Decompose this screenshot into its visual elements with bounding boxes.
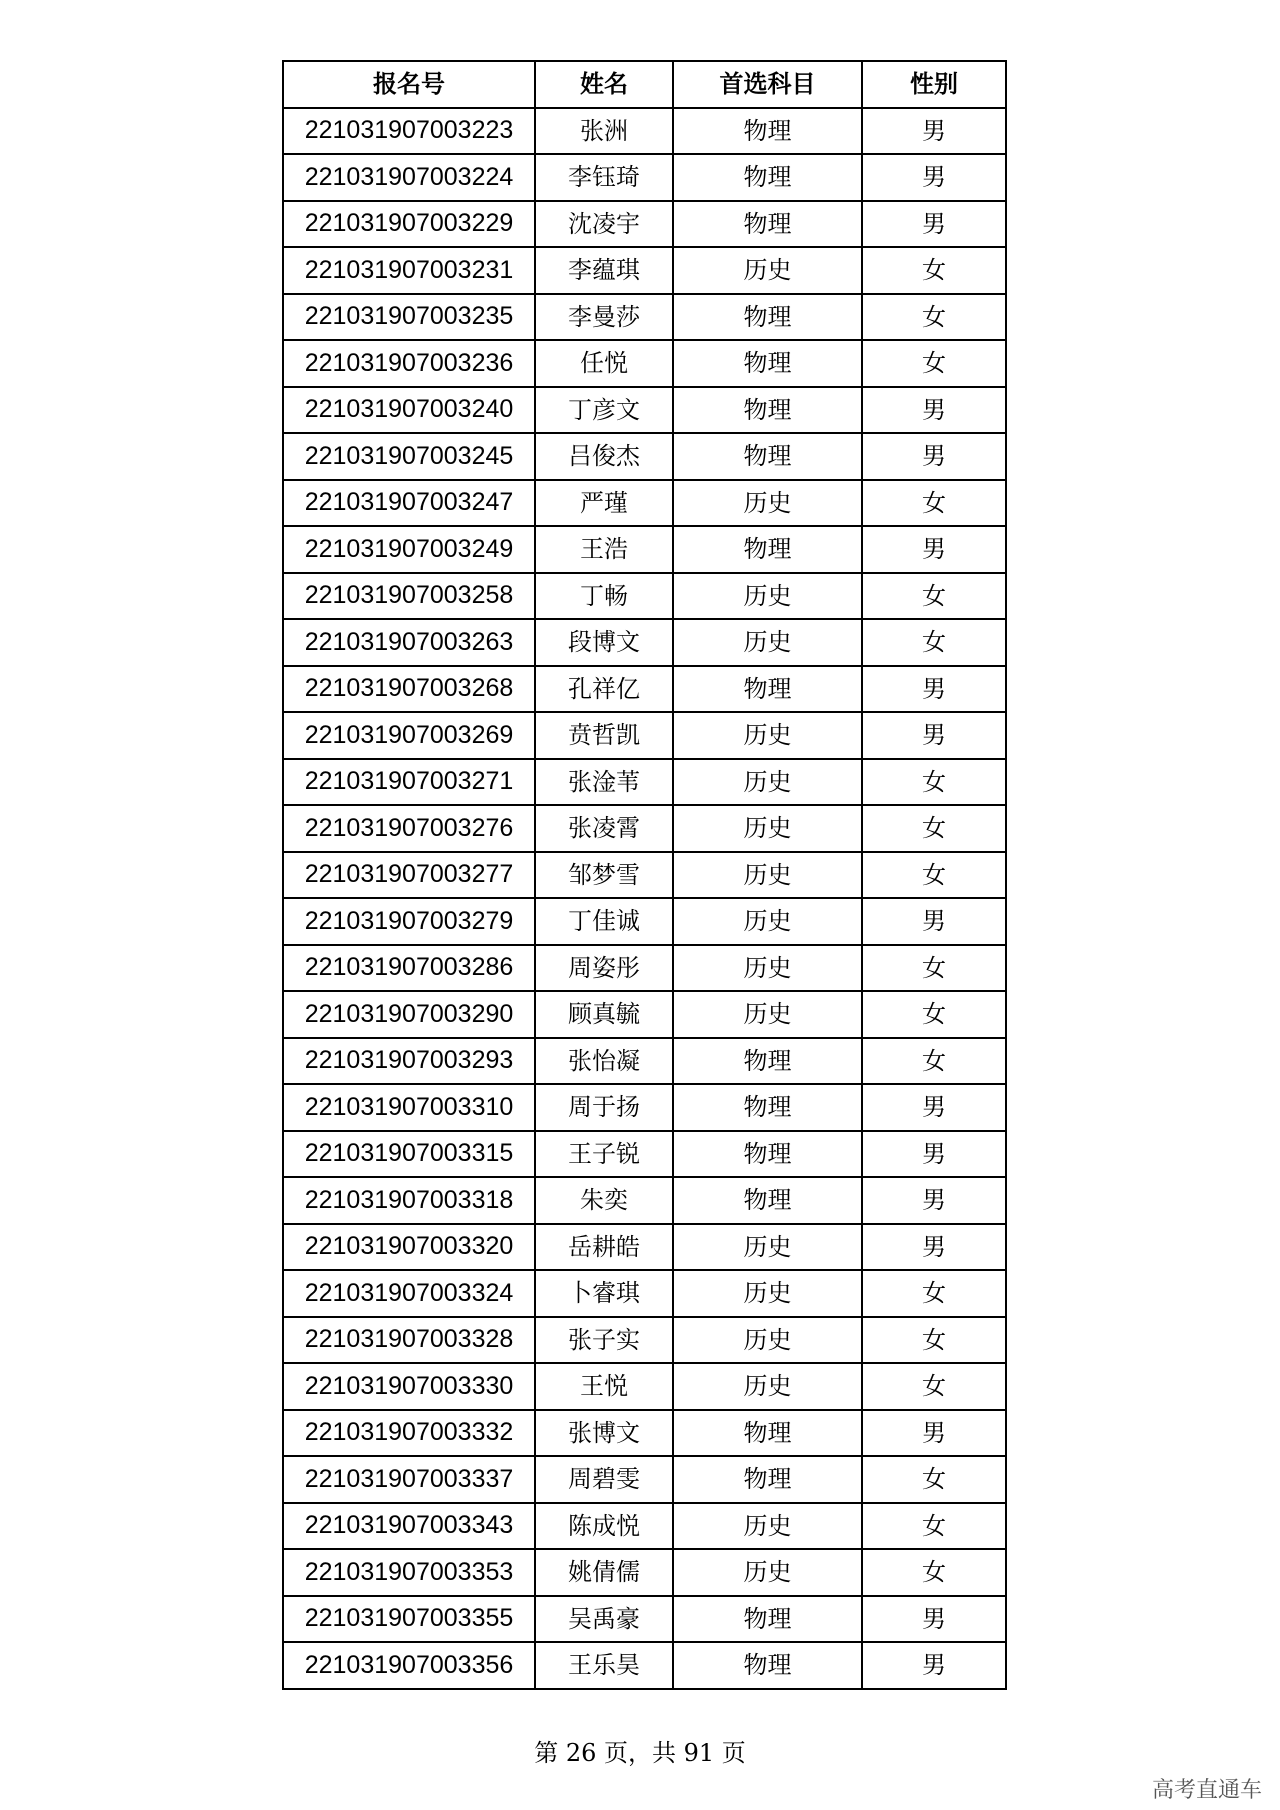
- cell-gender: 女: [862, 573, 1006, 620]
- cell-gender: 女: [862, 1363, 1006, 1410]
- cell-first-subject: 历史: [673, 898, 862, 945]
- table-row: [283, 1084, 1006, 1131]
- table-row: [283, 712, 1006, 759]
- page-number: 第 26 页，共 91 页: [534, 1739, 746, 1767]
- cell-registration-number: 221031907003356: [283, 1642, 535, 1689]
- roster-table: [282, 60, 1007, 1690]
- table-row: [283, 1456, 1006, 1503]
- cell-name: 丁畅: [535, 573, 673, 620]
- cell-registration-number: 221031907003328: [283, 1317, 535, 1364]
- cell-first-subject: 历史: [673, 805, 862, 852]
- table-row: [283, 1038, 1006, 1085]
- cell-first-subject: 物理: [673, 294, 862, 341]
- cell-registration-number: 221031907003231: [283, 247, 535, 294]
- cell-gender: 女: [862, 619, 1006, 666]
- cell-gender: 女: [862, 805, 1006, 852]
- cell-gender: 女: [862, 480, 1006, 527]
- cell-first-subject: 历史: [673, 1224, 862, 1271]
- cell-name: 朱奕: [535, 1177, 673, 1224]
- table-row: [283, 387, 1006, 434]
- cell-gender: 女: [862, 1317, 1006, 1364]
- cell-registration-number: 221031907003286: [283, 945, 535, 992]
- cell-name: 陈成悦: [535, 1503, 673, 1550]
- cell-name: 吴禹豪: [535, 1596, 673, 1643]
- table-row: [283, 294, 1006, 341]
- cell-first-subject: 物理: [673, 1596, 862, 1643]
- cell-gender: 女: [862, 759, 1006, 806]
- cell-gender: 女: [862, 247, 1006, 294]
- cell-registration-number: 221031907003268: [283, 666, 535, 713]
- cell-gender: 女: [862, 340, 1006, 387]
- table-row: [283, 247, 1006, 294]
- cell-registration-number: 221031907003337: [283, 1456, 535, 1503]
- cell-gender: 女: [862, 1038, 1006, 1085]
- cell-first-subject: 物理: [673, 1177, 862, 1224]
- cell-gender: 男: [862, 898, 1006, 945]
- cell-first-subject: 物理: [673, 526, 862, 573]
- cell-registration-number: 221031907003353: [283, 1549, 535, 1596]
- cell-name: 姚倩儒: [535, 1549, 673, 1596]
- table-row: [283, 1503, 1006, 1550]
- table-row: [283, 666, 1006, 713]
- cell-registration-number: 221031907003279: [283, 898, 535, 945]
- cell-registration-number: 221031907003277: [283, 852, 535, 899]
- table-row: [283, 805, 1006, 852]
- cell-gender: 男: [862, 1224, 1006, 1271]
- table-row: [283, 526, 1006, 573]
- cell-registration-number: 221031907003330: [283, 1363, 535, 1410]
- table-row: [283, 1224, 1006, 1271]
- cell-first-subject: 历史: [673, 712, 862, 759]
- table-row: [283, 1596, 1006, 1643]
- cell-registration-number: 221031907003263: [283, 619, 535, 666]
- cell-registration-number: 221031907003271: [283, 759, 535, 806]
- table-row: [283, 480, 1006, 527]
- table-row: [283, 1131, 1006, 1178]
- table-row: [283, 759, 1006, 806]
- cell-first-subject: 历史: [673, 991, 862, 1038]
- cell-name: 吕俊杰: [535, 433, 673, 480]
- cell-gender: 男: [862, 108, 1006, 155]
- cell-name: 沈凌宇: [535, 201, 673, 248]
- cell-name: 贲哲凯: [535, 712, 673, 759]
- cell-gender: 男: [862, 387, 1006, 434]
- cell-first-subject: 历史: [673, 1317, 862, 1364]
- cell-first-subject: 历史: [673, 1503, 862, 1550]
- table-row: [283, 1270, 1006, 1317]
- cell-first-subject: 历史: [673, 1270, 862, 1317]
- cell-registration-number: 221031907003240: [283, 387, 535, 434]
- cell-registration-number: 221031907003290: [283, 991, 535, 1038]
- cell-registration-number: 221031907003236: [283, 340, 535, 387]
- cell-name: 任悦: [535, 340, 673, 387]
- cell-gender: 女: [862, 1270, 1006, 1317]
- table-header-row: [283, 61, 1006, 108]
- cell-name: 丁佳诚: [535, 898, 673, 945]
- cell-registration-number: 221031907003343: [283, 1503, 535, 1550]
- cell-name: 段博文: [535, 619, 673, 666]
- cell-name: 李曼莎: [535, 294, 673, 341]
- cell-registration-number: 221031907003324: [283, 1270, 535, 1317]
- cell-name: 邹梦雪: [535, 852, 673, 899]
- table-row: [283, 573, 1006, 620]
- cell-first-subject: 物理: [673, 108, 862, 155]
- table-row: [283, 945, 1006, 992]
- cell-first-subject: 物理: [673, 340, 862, 387]
- table-row: [283, 852, 1006, 899]
- table-row: [283, 1549, 1006, 1596]
- table-row: [283, 154, 1006, 201]
- cell-gender: 男: [862, 154, 1006, 201]
- header-registration-number: 报名号: [283, 61, 535, 108]
- cell-gender: 男: [862, 1084, 1006, 1131]
- cell-registration-number: 221031907003224: [283, 154, 535, 201]
- cell-name: 卜睿琪: [535, 1270, 673, 1317]
- cell-name: 张淦苇: [535, 759, 673, 806]
- cell-first-subject: 历史: [673, 247, 862, 294]
- cell-gender: 女: [862, 945, 1006, 992]
- cell-first-subject: 历史: [673, 852, 862, 899]
- cell-name: 周碧雯: [535, 1456, 673, 1503]
- cell-name: 周于扬: [535, 1084, 673, 1131]
- cell-first-subject: 物理: [673, 1456, 862, 1503]
- cell-first-subject: 物理: [673, 201, 862, 248]
- cell-name: 张凌霄: [535, 805, 673, 852]
- cell-first-subject: 历史: [673, 619, 862, 666]
- cell-name: 顾真毓: [535, 991, 673, 1038]
- cell-name: 张博文: [535, 1410, 673, 1457]
- cell-registration-number: 221031907003355: [283, 1596, 535, 1643]
- cell-gender: 男: [862, 1596, 1006, 1643]
- table-row: [283, 1363, 1006, 1410]
- cell-name: 李钰琦: [535, 154, 673, 201]
- watermark-text: 高考直通车: [1151, 1778, 1262, 1803]
- cell-gender: 男: [862, 1131, 1006, 1178]
- cell-name: 周姿彤: [535, 945, 673, 992]
- cell-first-subject: 物理: [673, 1410, 862, 1457]
- cell-registration-number: 221031907003235: [283, 294, 535, 341]
- header-first-subject: 首选科目: [673, 61, 862, 108]
- cell-registration-number: 221031907003276: [283, 805, 535, 852]
- table-row: [283, 991, 1006, 1038]
- cell-first-subject: 物理: [673, 1038, 862, 1085]
- cell-first-subject: 物理: [673, 387, 862, 434]
- table-row: [283, 1410, 1006, 1457]
- table-row: [283, 1317, 1006, 1364]
- cell-gender: 女: [862, 294, 1006, 341]
- table-row: [283, 1642, 1006, 1689]
- cell-gender: 女: [862, 1503, 1006, 1550]
- table-row: [283, 619, 1006, 666]
- table-row: [283, 340, 1006, 387]
- cell-name: 丁彦文: [535, 387, 673, 434]
- cell-first-subject: 物理: [673, 154, 862, 201]
- cell-first-subject: 物理: [673, 666, 862, 713]
- cell-first-subject: 历史: [673, 945, 862, 992]
- cell-gender: 男: [862, 526, 1006, 573]
- table-body: [283, 108, 1006, 1689]
- cell-first-subject: 物理: [673, 1131, 862, 1178]
- table-row: [283, 433, 1006, 480]
- cell-name: 王悦: [535, 1363, 673, 1410]
- table-row: [283, 898, 1006, 945]
- cell-first-subject: 历史: [673, 759, 862, 806]
- header-gender: 性别: [862, 61, 1006, 108]
- table-row: [283, 1177, 1006, 1224]
- table-row: [283, 201, 1006, 248]
- cell-gender: 男: [862, 433, 1006, 480]
- cell-first-subject: 物理: [673, 1084, 862, 1131]
- cell-registration-number: 221031907003269: [283, 712, 535, 759]
- cell-gender: 女: [862, 991, 1006, 1038]
- table-row: [283, 108, 1006, 155]
- cell-registration-number: 221031907003258: [283, 573, 535, 620]
- cell-registration-number: 221031907003310: [283, 1084, 535, 1131]
- cell-registration-number: 221031907003315: [283, 1131, 535, 1178]
- cell-registration-number: 221031907003332: [283, 1410, 535, 1457]
- cell-gender: 男: [862, 1177, 1006, 1224]
- cell-registration-number: 221031907003293: [283, 1038, 535, 1085]
- cell-first-subject: 物理: [673, 1642, 862, 1689]
- cell-gender: 男: [862, 201, 1006, 248]
- cell-first-subject: 物理: [673, 433, 862, 480]
- cell-gender: 女: [862, 852, 1006, 899]
- cell-registration-number: 221031907003249: [283, 526, 535, 573]
- cell-registration-number: 221031907003223: [283, 108, 535, 155]
- cell-name: 张怡凝: [535, 1038, 673, 1085]
- cell-first-subject: 历史: [673, 1549, 862, 1596]
- cell-first-subject: 历史: [673, 573, 862, 620]
- cell-name: 岳耕皓: [535, 1224, 673, 1271]
- cell-registration-number: 221031907003247: [283, 480, 535, 527]
- cell-first-subject: 历史: [673, 480, 862, 527]
- cell-gender: 女: [862, 1549, 1006, 1596]
- cell-gender: 男: [862, 712, 1006, 759]
- cell-gender: 女: [862, 1456, 1006, 1503]
- cell-name: 张洲: [535, 108, 673, 155]
- cell-gender: 男: [862, 666, 1006, 713]
- cell-name: 李蕴琪: [535, 247, 673, 294]
- cell-name: 王子锐: [535, 1131, 673, 1178]
- header-name: 姓名: [535, 61, 673, 108]
- cell-registration-number: 221031907003229: [283, 201, 535, 248]
- cell-registration-number: 221031907003320: [283, 1224, 535, 1271]
- cell-gender: 男: [862, 1410, 1006, 1457]
- cell-gender: 男: [862, 1642, 1006, 1689]
- cell-name: 王浩: [535, 526, 673, 573]
- cell-name: 严瑾: [535, 480, 673, 527]
- cell-registration-number: 221031907003318: [283, 1177, 535, 1224]
- cell-first-subject: 历史: [673, 1363, 862, 1410]
- cell-name: 王乐昊: [535, 1642, 673, 1689]
- cell-name: 孔祥亿: [535, 666, 673, 713]
- cell-registration-number: 221031907003245: [283, 433, 535, 480]
- cell-name: 张子实: [535, 1317, 673, 1364]
